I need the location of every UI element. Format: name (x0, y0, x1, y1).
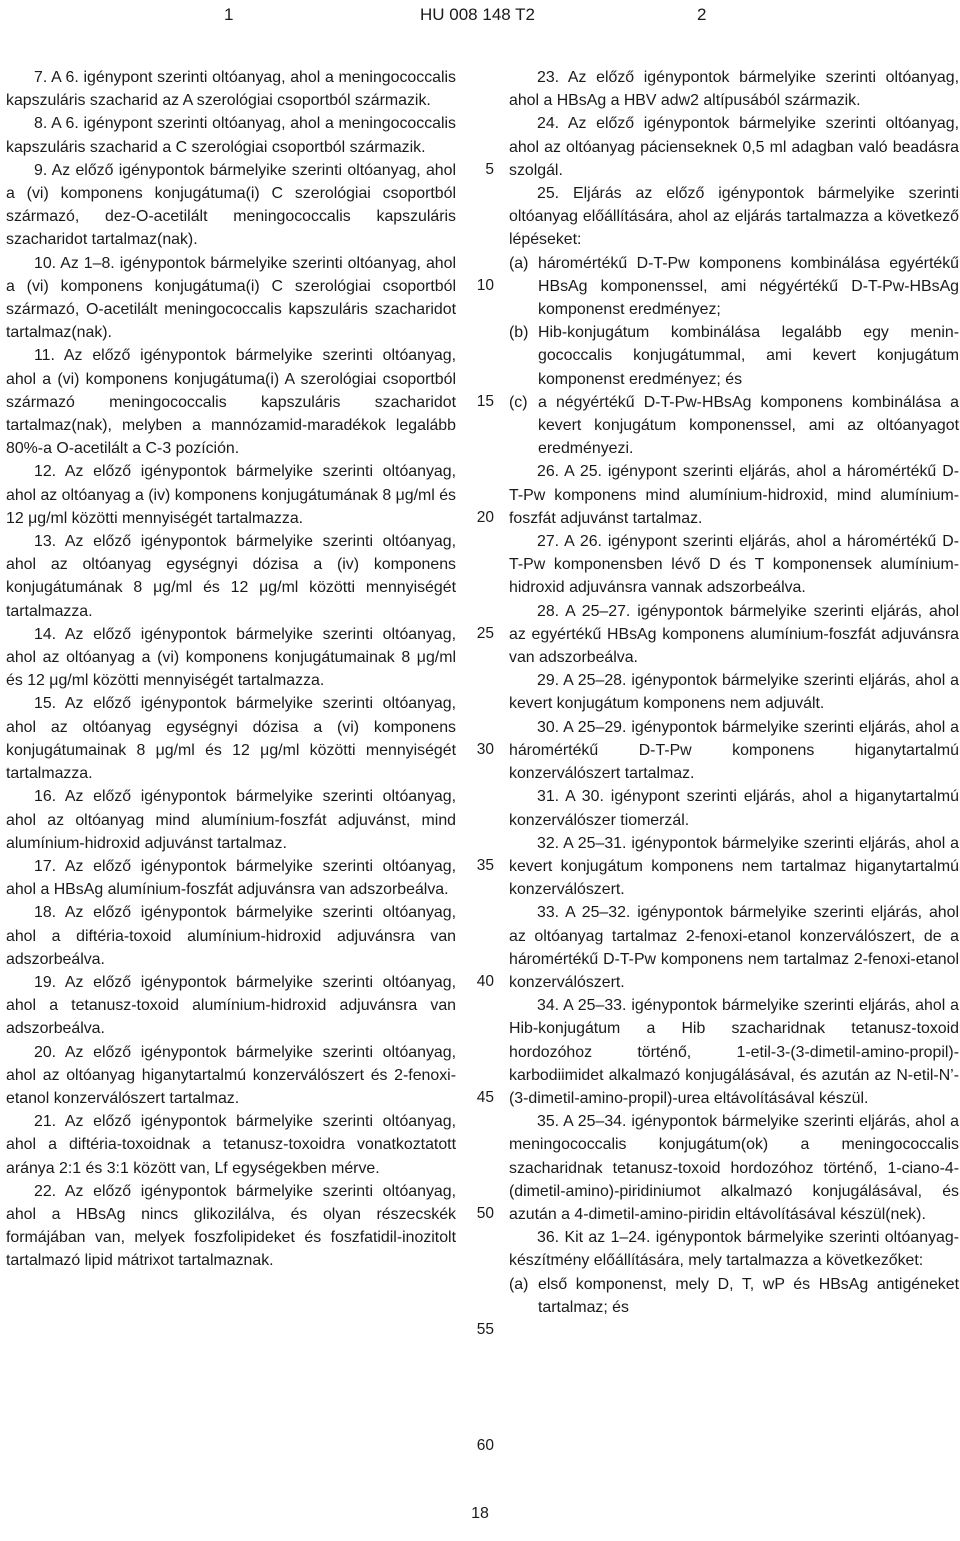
item-label: (a) (509, 1275, 529, 1293)
line-number: 25 (476, 625, 494, 642)
claim-19: 19. Az előző igénypontok bármelyike szerinti oltóanyag, ahol a tetanusz-toxoid alumínium-hidroxid adjuvánsra van adszorbeálva. (6, 973, 456, 1038)
line-number: 20 (476, 509, 494, 526)
line-number: 10 (476, 277, 494, 294)
claim-25-step-c (509, 391, 959, 461)
line-number: 40 (476, 973, 494, 990)
claim-9: 9. Az előző igénypontok bármelyike szerinti oltóanyag, ahol a (vi) komponens konjugátuma(i) C szerológiai csoportból származó, dez-O-acetilált meningococcalis kapszuláris szacharidot tartalmaz(nak). (6, 161, 456, 249)
claim-10: 10. Az 1–8. igénypontok bármelyike szerinti oltóanyag, ahol a (vi) komponens konjugátuma(i) C szerológiai csoportból származó, O-acetilált meningococcalis kapszuláris szacharidot tartalmaz(nak). (6, 254, 456, 342)
claim-27: 27. A 26. igénypont szerinti eljárás, ahol a háromértékű D-T-Pw komponensben lévő D és T komponensek alumínium-hidroxid adjuvánsra vannak adszorbeálva. (509, 533, 959, 597)
claim-21: 21. Az előző igénypontok bármelyike szerinti oltóanyag, ahol a diftéria-toxoidnak a tetanusz-toxoidra vonatkoztatott aránya 2:1 és 3:1 között van, Lf egységekben mérve. (6, 1113, 456, 1177)
header-right-column-number: 2 (697, 5, 707, 24)
line-number: 50 (476, 1205, 494, 1222)
line-number: 35 (476, 857, 494, 874)
step-label: (c) (509, 393, 528, 411)
item-text: első komponenst, mely D, T, wP és HBsAg antigéneket tartalmaz; és (538, 1275, 959, 1316)
claim-23: 23. Az előző igénypontok bármelyike szerinti oltóanyag, ahol a HBsAg a HBV adw2 altípusából származik. (509, 69, 959, 110)
claim-30: 30. A 25–29. igénypontok bármelyike szerinti eljárás, ahol a háromértékű D-T-Pw komponens higanytartalmú konzerválószert tartalmaz. (509, 718, 959, 783)
line-number-gutter (462, 0, 502, 1541)
claim-13: 13. Az előző igénypontok bármelyike szerinti oltóanyag, ahol az oltóanyag egységnyi dózisa a (iv) komponens konjugátumának 8 μg/ml és 12 μg/ml közötti mennyiségét tartalmazza. (6, 533, 456, 620)
claim-12: 12. Az előző igénypontok bármelyike szerinti oltóanyag, ahol az oltóanyag a (iv) komponens konjugátumának 8 μg/ml és 12 μg/ml közötti mennyiségét tartalmazza. (6, 463, 456, 527)
header-left-column-number: 1 (224, 5, 234, 24)
claim-36-item-a (509, 1273, 959, 1319)
claim-7: 7. A 6. igénypont szerinti oltóanyag, ahol a meningococcalis kapszuláris szacharid az A szerológiai csoportból származik. (6, 69, 456, 110)
claim-11: 11. Az előző igénypontok bármelyike szerinti oltóanyag, ahol a (vi) komponens konjugátuma(i) A szerológiai csoportból származó meningococcalis kapszuláris szacharidot tartalmaz(nak), melyben a mannózamid-maradékok legalább 80%-a O-acetilált a C-3 pozíción. (6, 347, 456, 458)
claim-33: 33. A 25–32. igénypontok bármelyike szerinti eljárás, ahol az oltóanyag tartalmaz 2-fenoxi-etanol konzerválószert, de a háromértékű D-T-Pw komponens nem tartalmaz 2-fenoxi-etanol konzerválószert. (509, 904, 959, 991)
header-patent-number: HU 008 148 T2 (420, 5, 535, 24)
claim-25-step-b (509, 321, 959, 391)
claim-28: 28. A 25–27. igénypontok bármelyike szerinti eljárás, ahol az egyértékű HBsAg komponens alumínium-foszfát adjuvánsra van adszorbeálva. (509, 602, 959, 667)
step-text: a négyértékű D-T-Pw-HBsAg komponens kombinálása a kevert konjugátum komponenssel, ami az oltóanyagot eredményezi. (538, 393, 959, 458)
claim-24: 24. Az előző igénypontok bármelyike szerinti oltóanyag, ahol az oltóanyag pácienseknek 0,5 ml adagban való beadásra szolgál. (509, 115, 959, 179)
step-text: háromértékű D-T-Pw komponens kombinálása egyértékű HBsAg komponenssel, ami négyértékű D-T-Pw-HBsAg komponenst eredményez; (538, 254, 959, 319)
claim-8: 8. A 6. igénypont szerinti oltóanyag, ahol a meningococcalis kapszuláris szacharid a C szerológiai csoportból származik. (6, 115, 456, 156)
claim-36: 36. Kit az 1–24. igénypontok bármelyike szerinti oltóanyag-készítmény előállítására, mely tartalmazza a következőket: (509, 1229, 959, 1270)
line-number: 15 (476, 393, 494, 410)
left-column (6, 66, 456, 1273)
claim-25: 25. Eljárás az előző igénypontok bármelyike szerinti oltóanyag előállítására, ahol az eljárás tartalmazza a következő lépéseket: (509, 185, 959, 249)
claim-31: 31. A 30. igénypont szerinti eljárás, ahol a higanytartalmú konzerválószer tiomerzál. (509, 788, 959, 829)
claim-18: 18. Az előző igénypontok bármelyike szerinti oltóanyag, ahol a diftéria-toxoid alumínium-hidroxid adjuvánsra van adszorbeálva. (6, 904, 456, 968)
claim-15: 15. Az előző igénypontok bármelyike szerinti oltóanyag, ahol az oltóanyag egységnyi dózisa a (vi) komponens konjugátumainak 8 μg/ml és 12 μg/ml közötti mennyiségét tartalmazza. (6, 695, 456, 783)
right-column (509, 66, 959, 1319)
line-number: 60 (476, 1437, 494, 1454)
claim-20: 20. Az előző igénypontok bármelyike szerinti oltóanyag, ahol az oltóanyag higanytartalmú konzerválószert és 2-fenoxi-etanol konzerválószert tartalmaz. (6, 1043, 456, 1107)
line-number: 55 (476, 1321, 494, 1338)
step-text: Hib-konjugátum kombinálása legalább egy meningococcalis konjugátummal, ami kevert konjugátum komponenst eredményez; és (538, 324, 959, 388)
claim-16: 16. Az előző igénypontok bármelyike szerinti oltóanyag, ahol az oltóanyag mind alumínium-foszfát adjuvánst, mind alumínium-hidroxid adjuvánst tartalmaz. (6, 788, 456, 852)
step-label: (b) (509, 324, 529, 342)
claim-26: 26. A 25. igénypont szerinti eljárás, ahol a háromértékű D-T-Pw komponens mind alumínium-hidroxid, mind alumínium-foszfát adjuvánst tartalmaz. (509, 463, 959, 527)
claim-17: 17. Az előző igénypontok bármelyike szerinti oltóanyag, ahol a HBsAg alumínium-foszfát adjuvánsra van adszorbeálva. (6, 857, 456, 899)
line-number: 45 (476, 1089, 494, 1106)
claim-34: 34. A 25–33. igénypontok bármelyike szerinti eljárás, ahol a Hib-konjugátum a Hib szacharidnak tetanusz-toxoid hordozóhoz történő, 1-etil-3-(3-dimetil-amino-propil)-karbodiimidet alkalmazó konjugálásával, és azután az N-etil-N’-(3-dimetil-amino-propil)-urea eltávolításával készül. (509, 997, 959, 1107)
line-number: 30 (476, 741, 494, 758)
claim-32: 32. A 25–31. igénypontok bármelyike szerinti eljárás, ahol a kevert konjugátum komponens nem tartalmaz higanytartalmú konzerválószert. (509, 834, 959, 899)
claim-14: 14. Az előző igénypontok bármelyike szerinti oltóanyag, ahol az oltóanyag a (vi) komponens konjugátumainak 8 μg/ml és 12 μg/ml közötti mennyiségét tartalmazza. (6, 625, 456, 690)
claim-22: 22. Az előző igénypontok bármelyike szerinti oltóanyag, ahol a HBsAg nincs glikozilálva, és olyan részecskék formájában van, melyek foszfolipideket és foszfatidil-inozitolt tartalmazó lipid mátrixot tartalmaznak. (6, 1182, 456, 1270)
page-number: 18 (471, 1505, 489, 1522)
claim-29: 29. A 25–28. igénypontok bármelyike szerinti eljárás, ahol a kevert konjugátum komponens nem adjuvált. (509, 672, 959, 713)
step-label: (a) (509, 254, 529, 272)
claim-25-step-a (509, 252, 959, 322)
line-number: 5 (485, 161, 494, 178)
claim-35: 35. A 25–34. igénypontok bármelyike szerinti eljárás, ahol a meningococcalis konjugátum(ok) a meningococcalis szacharidnak tetanusz-toxoid hordozóhoz történő, 1-ciano-4-(dimetil-amino)-piridiniumot alkalmazó konjugálásával, és azután a 4-dimetil-amino-piridin eltávolításával készül(nek). (509, 1113, 959, 1223)
